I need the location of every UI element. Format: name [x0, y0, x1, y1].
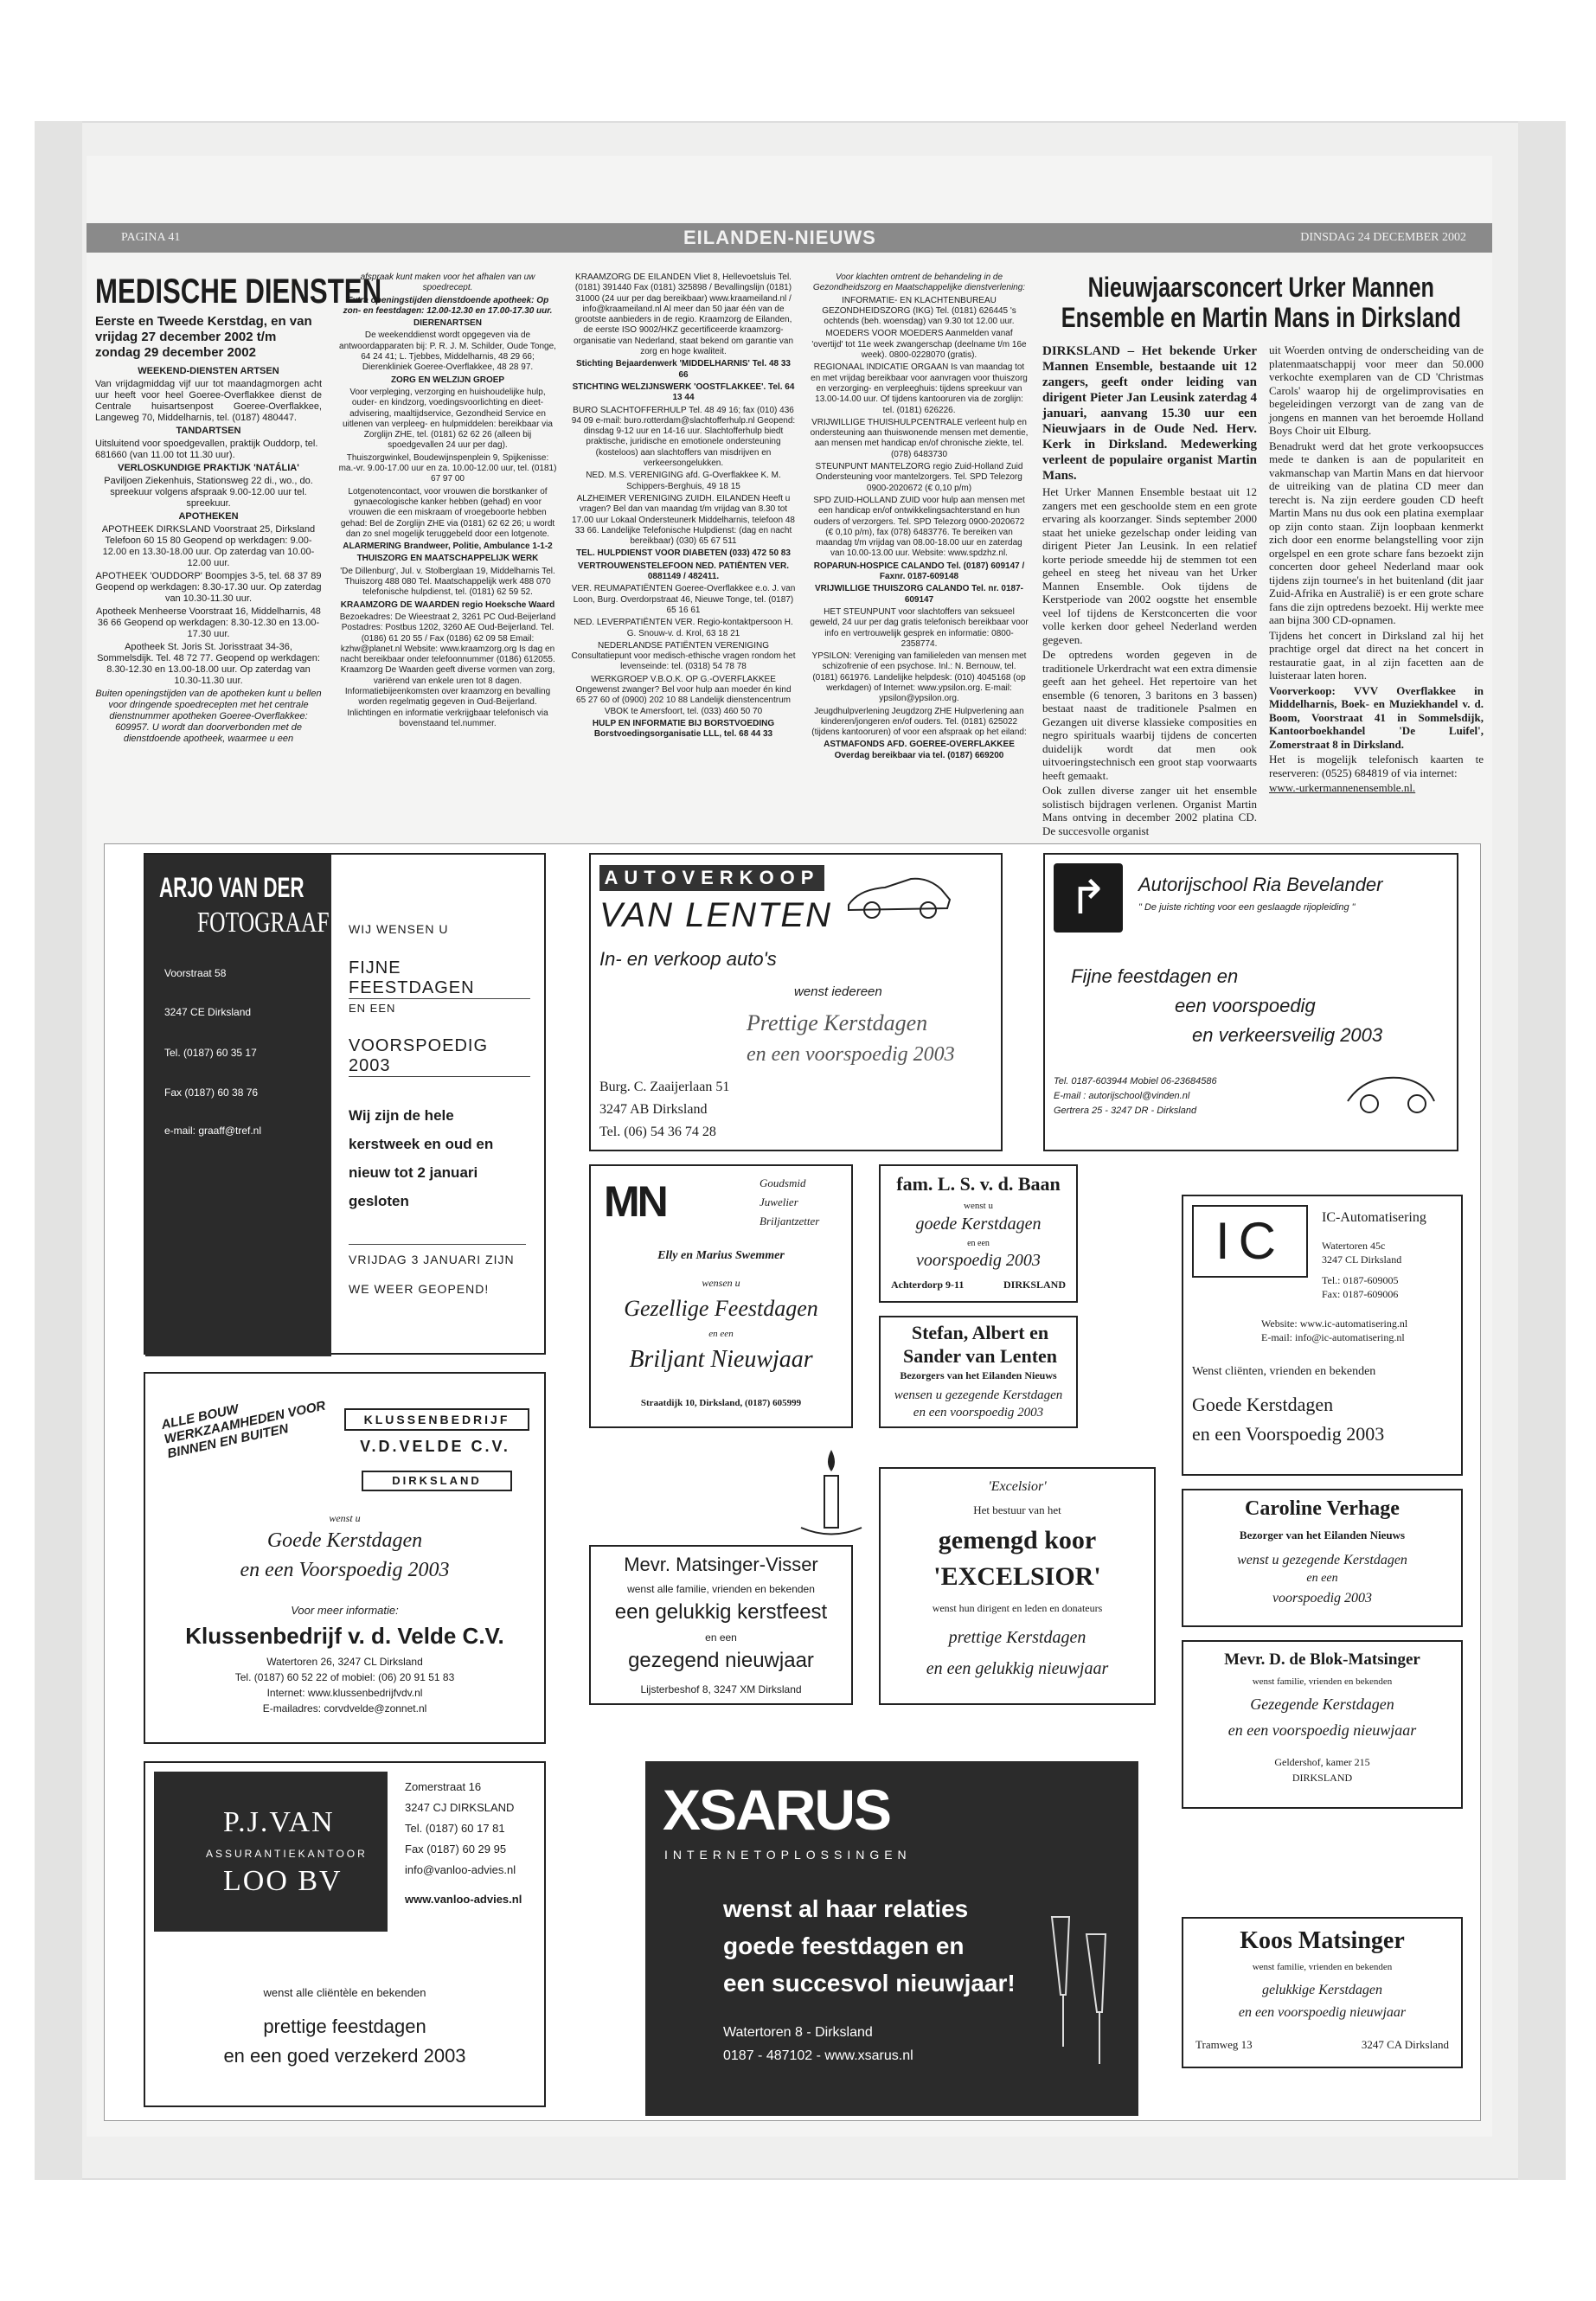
ad-juwelier	[589, 1164, 853, 1428]
paragraph: VRIJWILLIGE THUISZORG CALANDO Tel. nr. 0187-609147	[815, 584, 1023, 605]
paragraph: MOEDERS VOOR MOEDERS Aanmelden vanaf 'overtijd' tot 11e week zwangerschap (deelname t/m 16e week). 0800-0228070 (gratis).	[811, 329, 1027, 361]
van-loo-contact	[405, 1777, 522, 1910]
candle-icon	[788, 1441, 875, 1545]
email-address: e-mail: graaff@tref.nl	[164, 1125, 262, 1137]
trade-line: Goudsmid	[760, 1176, 806, 1189]
greeting-line: goede Kerstdagen	[915, 1215, 1042, 1234]
paragraph: VRIJWILLIGE THUISHULPCENTRALE verleent hulp en ondersteuning aan thuiswonende mensen met dementie, aan mensen met handicap en/of chronische ziekte, tel. (078) 6483730	[810, 417, 1029, 459]
greeting-line: een succesvol nieuwjaar!	[723, 1970, 1016, 1997]
car-icon	[1339, 1062, 1443, 1123]
address-line: 3247 CL Dirksland	[1322, 1253, 1402, 1266]
trade-line: Juwelier	[760, 1195, 798, 1208]
klussen-arch-text: ALLE BOUW WERKZAAMHEDEN VOOR BINNEN EN BUITEN	[159, 1398, 327, 1462]
address-line: Watertoren 26, 3247 CL Dirksland	[266, 1656, 423, 1668]
greeting-line: wenst familie, vrienden en bekenden	[1252, 1962, 1393, 1972]
greeting-line: wenst alle cliëntèle en bekenden	[263, 1986, 426, 1999]
greeting-line: voorspoedig 2003	[916, 1251, 1041, 1270]
phone-number: 0187 - 487102 - www.xsarus.nl	[723, 2048, 913, 2063]
website-link[interactable]: www.-urkermannenensemble.nl.	[1269, 781, 1416, 794]
greeting-line: en een gelukkig nieuwjaar	[926, 1659, 1109, 1678]
paragraph: Het is mogelijk telefonisch kaarten te reserveren: (0525) 684819 of via internet:	[1269, 753, 1484, 779]
paragraph: STICHTING WELZIJNSWERK 'OOSTFLAKKEE'. Tel. 64 13 44	[572, 381, 795, 403]
greeting-line: en een	[708, 1329, 734, 1339]
website-link[interactable]: www.vanloo-advies.nl	[405, 1893, 522, 1906]
paragraph: Stichting Bejaardenwerk 'MIDDELHARNIS' Tel. 48 33 66	[576, 359, 791, 380]
greeting-line: Gezegende Kerstdagen	[1250, 1695, 1394, 1713]
greeting-line: Prettige Kerstdagen	[747, 1010, 928, 1035]
paragraph: VER. REUMAPATIËNTEN Goeree-Overflakkee e.o. J. van Loon, Burg. Overdorpstraat 46, Nieuwe Tonge, tel. (0187) 65 16 61	[571, 584, 796, 615]
autorijschool-name: Autorijschool Ria Bevelander	[1138, 874, 1383, 895]
services-column-3	[571, 272, 796, 835]
address-line: Tramweg 13	[1195, 2038, 1253, 2051]
bezorgers-subtitle: Bezorgers van het Eilanden Nieuws	[900, 1369, 1057, 1381]
email-address: E-mail : autorijschool@vinden.nl	[1054, 1091, 1190, 1101]
greeting-line: gelukkige Kerstdagen	[1261, 1983, 1383, 1997]
paragraph: Benadrukt werd dat het grote verkoopsucces mede te danken is aan de populariteit en vakmanschap van Martin Mans en dat hiervoor de uitreiking van de platina CD meer dan terecht is. Na zijn eerdere gouden CD heeft Martin Mans nu dus ook een platina exemplaar op zijn conto staan. Zijn loopbaan kenmerkt zich door een enorme belangstelling voor zijn orgelspel en een grote schare fans bezoekt zijn concerten door geheel Nederland maar ook tijdens zijn tournee's in het buitenland (dit jaar Zuid-Afrika en Australië) is er een grote schare fans die zijn optredens bezoekt. Hij werkte mee aan bijna 300 CD-opnamen.	[1269, 439, 1484, 626]
paragraph: REGIONAAL INDICATIE ORGAAN Is van maandag tot en met vrijdag bereikbaar voor aanvragen voor thuiszorg en verzorging- en verpleeghuis: tijdens spreekuur van 13.00-14.00 uur. Of tijdens kantooruren via de zorglijn: tel. (0181) 626226.	[811, 362, 1028, 415]
section-heading: VERLOSKUNDIGE PRAKTIJK 'NATÁLIA'	[118, 463, 299, 473]
city-name: DIRKSLAND	[1003, 1279, 1066, 1291]
section-heading: KRAAMZORG DE WAARDEN regio Hoeksche Waard	[340, 599, 555, 610]
greeting-line: gezegend nieuwjaar	[628, 1649, 814, 1672]
greeting-line: wenst hun dirigent en leden en donateurs	[932, 1602, 1103, 1614]
xsarus-logo: XSARUS	[663, 1778, 891, 1842]
paragraph: STEUNPUNT MANTELZORG regio Zuid-Holland Zuid Ondersteuning voor mantelzorgers. Tel. SPD Telezorg 0900-2020672 (€ 0,10 p/m)	[815, 462, 1023, 493]
newspaper-page	[87, 156, 1492, 2137]
greeting-line: en een Voorspoedig 2003	[240, 1559, 450, 1581]
paragraph: Uitsluitend voor spoedgevallen, praktijk Ouddorp, tel. 681660 (van 11.00 tot 11.30 uur).	[95, 439, 318, 460]
greeting-line: Goede Kerstdagen	[1192, 1394, 1334, 1415]
autoverkoop-banner: AUTOVERKOOP	[599, 865, 824, 891]
paragraph: INFORMATIE- EN KLACHTENBUREAU GEZONDHEIDSZORG (IKG) Tel. (0181) 626445 's ochtends (beh. woensdag) van 9.30 tot 12.00 uur.	[822, 295, 1016, 327]
section-heading: THUISZORG EN MAATSCHAPPELIJK WERK	[356, 554, 539, 564]
paragraph: Apotheek Menheerse Voorstraat 16, Middelharnis, 48 36 66 Geopend op werkdagen: 8.30-12.30 en 13.00-17.30 uur.	[96, 606, 321, 639]
van-loo-logo-panel	[154, 1772, 388, 1932]
paragraph: Van vrijdagmiddag vijf uur tot maandagmorgen acht uur heeft voor heel Goeree-Overflakkee dienst de Centrale huisartsenpost Goeree-Overflakkee, Langeweg 70, Middelharnis, tel. (0187) 480447.	[95, 379, 322, 423]
greeting-line: en een	[967, 1239, 990, 1248]
klussen-logo: KLUSSENBEDRIJF	[344, 1408, 529, 1431]
article-headline: Nieuwjaarsconcert Urker Mannen Ensemble en Martin Mans in Dirksland	[1061, 272, 1461, 333]
city-name: 3247 CA Dirksland	[1361, 2038, 1449, 2051]
paragraph: Voor klachten omtrent de behandeling in de Gezondheidszorg en Maatschappelijke dienstverlening:	[812, 272, 1026, 293]
email-address: E-mail: info@ic-automatisering.nl	[1261, 1331, 1405, 1343]
quote-line: 'Excelsior'	[988, 1479, 1047, 1494]
article-column-right	[1269, 343, 1484, 797]
address-line: Gertrera 25 - 3247 DR - Dirksland	[1054, 1106, 1197, 1116]
address-line: Watertoren 8 - Dirksland	[723, 2025, 873, 2040]
greeting-line: een gelukkig kerstfeest	[614, 1600, 828, 1624]
paragraph: ROPARUN-HOSPICE CALANDO Tel. (0187) 609147 / Faxnr. 0187-609148	[813, 561, 1025, 582]
ad-stefan	[879, 1316, 1078, 1428]
choir-type: gemengd koor	[938, 1526, 1097, 1554]
fotograaf-message	[349, 855, 530, 1356]
paragraph: KRAAMZORG DE EILANDEN Vliet 8, Hellevoetsluis Tel. (0181) 391440 Fax (0181) 325898 / Bevallingslijn (0181) 31000 (24 uur per dag bereikbaar) www.kraameiland.nl / info@kraameiland.nl Al meer dan 50 jaar één van de grootste aanbieders in de regio. Kraamzorg de Eilanden, de eerste ISO 9002/HKZ gecertificeerde kraamzorg-organisatie van Nederland, staat bekend om garantie van zorg en hoge kwaliteit.	[573, 272, 794, 357]
paragraph: NEDERLANDSE PATIËNTEN VERENIGING Consultatiepunt voor medisch-ethische vragen rondom het levenseinde: tel. (0318) 54 78 78	[571, 640, 796, 672]
bezorgers-names: Stefan, Albert en Sander van Lenten	[902, 1322, 1058, 1367]
address-line: Burg. C. Zaaijerlaan 51	[599, 1080, 730, 1094]
paragraph: Lotgenotencontact, voor vrouwen die borstkanker of gynaecologische kanker hebben (gehad) en voor vrouwen die een miskraam of vroegeboorte hebben gehad: Bel de Zorglijn ZHE via (0181) 62 62 26; u wordt dan zo snel mogelijk teruggebeld door een lotgenote.	[340, 486, 555, 539]
car-icon	[842, 870, 954, 922]
ad-xsarus	[645, 1761, 1138, 2116]
paragraph: Bezoekadres: De Wieestraat 2, 3261 PC Oud-Beijerland Postadres: Postbus 1202, 3260 AE Oud-Beijerland. Tel. (0186) 61 20 55 / Fax (0186) 62 09 58 Email: kzhw@planet.nl Website: www.kraamzorg.org Is dag en nacht bereikbaar onder telefoonnummer (0186) 612055. Kraamzorg De Waarden geeft diverse vormen van zorg, variërend van enkele uren tot 8 dagen. Informatiebijeenkomsten over kraamzorg en bevalling worden regelmatig gegeven in Oud-Beijerland. Inlichtingen en informatie verkrijgbaar telefonisch via bovenstaand tel.nummer.	[339, 612, 556, 728]
greeting-line: wenst familie, vrienden en bekenden	[1252, 1676, 1393, 1687]
paragraph: Het Urker Mannen Ensemble bestaat uit 12 zangers met een geschoolde stem en een grote ervaring als koorzanger. Sinds september 2000 staat het unieke gezelschap onder leiding van dirigent Pieter Jan Leusink. In een relatief korte periode smeedde hij de stemmen tot een geheel en steeg het niveau van het Urker Mannen Ensemble. Ook tijdens de Kerstperiode van 2002 oogstte het ensemble veel lof tijdens de Kerstconcerten die voor volle kerken door geheel Nederland werden gegeven.	[1042, 485, 1257, 646]
services-column-2	[337, 272, 558, 835]
ad-baan	[879, 1164, 1078, 1303]
ad-excelsior	[879, 1467, 1156, 1705]
company-name: Klussenbedrijf v. d. Velde C.V.	[185, 1623, 504, 1649]
paragraph: VERTROUWENSTELEFOON NED. PATIËNTEN VER. 0881149 / 482411.	[577, 561, 790, 582]
greeting-line: en een voorspoedig nieuwjaar	[1238, 2005, 1407, 2020]
greeting-line: FIJNE FEESTDAGEN	[349, 958, 530, 999]
owner-names: Elly en Marius Swemmer	[657, 1249, 785, 1262]
family-name: fam. L. S. v. d. Baan	[896, 1173, 1061, 1195]
paragraph: SPD ZUID-HOLLAND ZUID voor hulp aan mensen met een handicap en/of ontwikkelingsachterstand en hun ouders of verzorgers. Tel. SPD Telezorg 0900-2020672 (€ 0,10 p/m), fax (078) 6483776. Te bereiken van maandag t/m vrijdag van 08.00-18.00 uur en zaterdag van 10.00-13.00 uur. Website: www.spdzhz.nl.	[813, 495, 1025, 559]
ad-koos-matsinger	[1182, 1917, 1463, 2068]
paragraph: HULP EN INFORMATIE BIJ BORSTVOEDING Borstvoedingsorganisatie LLL, tel. 68 44 33	[592, 718, 775, 740]
paragraph: ALARMERING Brandweer, Politie, Ambulance 1-1-2	[343, 542, 553, 552]
article-column-left	[1042, 343, 1257, 839]
greeting-line: en een voorspoedig 2003	[913, 1406, 1044, 1420]
greeting-line: Gezellige Feestdagen	[624, 1296, 818, 1321]
advertisement-section	[104, 843, 1481, 2121]
info-heading: Voor meer informatie:	[291, 1604, 399, 1617]
section-heading: WEEKEND-DIENSTEN ARTSEN	[138, 366, 279, 376]
section-heading: TANDARTSEN	[176, 426, 241, 436]
paragraph: uit Woerden ontving de onderscheiding van de platenmaatschappij voor meer dan 50.000 verkochte exemplaren van de CD 'Christmas Carols' waarop hij de orgelimprovisaties en begeleidingen verzorgt van de zang van de jongens en mannen van het beroemde Holland Boys Choir uit Elburg.	[1269, 343, 1484, 437]
choir-name: 'EXCELSIOR'	[933, 1562, 1101, 1591]
fotograaf-sidebar	[145, 855, 331, 1356]
page-edge-right	[1518, 121, 1566, 2180]
medical-title: MEDISCHE DIENSTEN	[95, 272, 382, 311]
juwelier-logo: MN	[604, 1177, 666, 1226]
greeting-line: Het bestuur van het	[973, 1503, 1061, 1516]
paragraph: De weekenddienst wordt opgegeven via de antwoordapparaten bij: P. R. J. M. Schilder, Oude Tonge, 64 24 41; L. Tjebbes, Middelharnis, 48 29 66; Dierenkliniek Goeree-Overflakkee, 48 28 97.	[339, 330, 556, 373]
newspaper-name: EILANDEN-NIEUWS	[683, 227, 876, 248]
medical-subtitle: Eerste en Tweede Kerstdag, en van vrijdag 27 december 2002 t/m zondag 29 december 2002	[95, 314, 312, 360]
paragraph: Tijdens het concert in Dirksland zal hij het prachtige orgel dat direct na het concert in restauratie gaat, in al zijn facetten aan de luisteraar laten horen.	[1269, 628, 1484, 682]
address-line: Zomerstraat 16	[405, 1780, 482, 1793]
greeting-line: wenst u	[964, 1201, 993, 1211]
paragraph: NED. M.S. VERENIGING afd. G-Overflakkee K. M. Schippers-Berghuis, 49 18 15	[586, 471, 781, 491]
klussen-logo-place: DIRKSLAND	[362, 1471, 512, 1491]
autorijschool-slogan: " De juiste richting voor een geslaagde rijopleiding "	[1138, 902, 1356, 913]
greeting-line: VOORSPOEDIG 2003	[349, 1036, 530, 1077]
paragraph: Thuiszorgwinkel, Boudewijnspenplein 9, Spijkenisse: ma.-vr. 9.00-17.00 uur en za. 10.00-12.00 uur, tel. (0181) 67 97 00	[338, 452, 557, 484]
website-link[interactable]: Website: www.ic-automatisering.nl	[1261, 1317, 1408, 1330]
person-name: Mevr. D. de Blok-Matsinger	[1224, 1650, 1420, 1669]
address-line: Watertoren 45c	[1322, 1240, 1386, 1252]
ic-logo: IC	[1192, 1205, 1308, 1278]
fotograaf-logo: ARJO VAN DER	[159, 872, 304, 903]
company-name: IC-Automatisering	[1322, 1210, 1426, 1225]
address-line: Straatdijk 10, Dirksland, (0187) 605999	[640, 1398, 802, 1408]
xsarus-tagline: INTERNETOPLOSSINGEN	[664, 1848, 912, 1862]
klussen-logo-name: V.D.VELDE C.V.	[360, 1438, 510, 1455]
city-name: DIRKSLAND	[1292, 1772, 1353, 1784]
paragraph: Buiten openingstijden van de apotheken kunt u bellen voor dringende spoedrecepten met het centrale dienstnummer apotheken Goeree-Overflakkee: 609957. U wordt dan doorverbonden met de dienstdoende apotheek, waarmee u een	[95, 689, 322, 744]
paragraph: WERKGROEP V.B.O.K. OP G.-OVERFLAKKEE Ongewenst zwanger? Bel voor hulp aan moeder én kind 65 27 60 of (0900) 202 10 88 Landelijk dienstencentrum VBOK te Amersfoort, tel. (033) 460 50 70	[575, 674, 792, 716]
services-column-4	[809, 272, 1029, 835]
ad-autoverkoop	[589, 853, 1003, 1151]
paragraph: Extra openingstijden dienstdoende apotheek: Op zon- en feestdagen: 12.00-12.30 en 17.00-17.30 uur.	[343, 295, 553, 316]
turn-right-icon: ↱	[1054, 863, 1123, 933]
address-line: Lijsterbeshof 8, 3247 XM Dirksland	[640, 1683, 802, 1695]
paragraph: Voor verpleging, verzorging en huishoudelijke hulp, ouder- en kindzorg, voedingsvoorlichting en dieet-advisering, maaltijdservice, Gezondheid Service en uitlenen van verpleeg- en hulpmiddelen: bereikbaar via Zorglijn ZHE, tel. (0181) 62 62 26 (alleen bij spoedgevallen 24 uur per dag).	[343, 387, 553, 451]
page-edge-left	[35, 121, 82, 2180]
paragraph: Paviljoen Ziekenhuis, Stationsweg 22 di., wo., do. spreekuur volgens afspraak 9.00-12.00 uur tel. spreekuur.	[104, 476, 313, 509]
ad-blok-matsinger	[1182, 1640, 1463, 1809]
greeting-line: wensen u	[702, 1277, 740, 1289]
person-name: Caroline Verhage	[1245, 1497, 1400, 1520]
medical-services-column	[95, 272, 382, 835]
greeting-line: prettige Kerstdagen	[948, 1628, 1086, 1647]
greeting-line: wenst u gezegende Kerstdagen	[1237, 1553, 1407, 1567]
ad-van-loo	[144, 1761, 546, 2107]
greeting-line: wenst iedereen	[794, 984, 882, 999]
paragraph: ASTMAFONDS AFD. GOEREE-OVERFLAKKEE Overdag bereikbaar via tel. (0187) 669200	[824, 740, 1015, 760]
van-loo-logo-name: LOO BV	[223, 1865, 343, 1897]
address-line: 3247 AB Dirksland	[599, 1102, 708, 1117]
reopening-notice: VRIJDAG 3 JANUARI ZIJN WE WEER GEOPEND!	[349, 1244, 526, 1304]
greeting-line: Wenst cliënten, vrienden en bekenden	[1192, 1365, 1376, 1378]
paragraph: BURO SLACHTOFFERHULP Tel. 48 49 16; fax (010) 436 94 09 e-mail: buro.rotterdam@slachtofferhulp.nl Geopend: dinsdag 9-12 uur en 14-16 uur. Slachtofferhulp biedt praktische, juridische en emotionele ondersteuning (kosteloos) aan slachtoffers van misdrijven en verkeersongelukken.	[571, 405, 796, 469]
closing-notice: Wij zijn de hele kerstweek en oud en nieuw tot 2 januari gesloten	[349, 1107, 494, 1209]
paragraph: Apotheek St. Joris St. Jorisstraat 34-36, Sommelsdijk. Tel. 48 72 77. Geopend op werkdagen: 8.30-12.30 en 13.00-18.00 uur. Op zaterdag van 10.30-11.30 uur.	[97, 642, 320, 686]
greeting-line: prettige feestdagen	[263, 2016, 426, 2037]
greeting-line: en een	[1306, 1572, 1338, 1585]
autoverkoop-tagline: In- en verkoop auto's	[599, 948, 777, 970]
person-name: Mevr. Matsinger-Visser	[624, 1554, 818, 1575]
paragraph: ALZHEIMER VERENIGING ZUIDH. EILANDEN Heeft u vragen? Bel dan van maandag t/m vrijdag van 8.30 tot 17.00 uur Lokaal Ondersteunerk Middelharnis, telefoon 48 33 66. Landelijke Telefonische Hulpdienst: (dag en nacht bereikbaar) (030) 65 67 511	[572, 493, 795, 547]
greeting-line: en verkeersveilig 2003	[1192, 1024, 1383, 1046]
phone-number: Tel. (0187) 60 17 81	[405, 1822, 505, 1835]
greeting-line: wenst u	[329, 1512, 361, 1524]
champagne-glasses-icon	[1035, 1865, 1130, 2081]
paragraph: HET STEUNPUNT voor slachtoffers van seksueel geweld, 24 uur per dag gratis telefonisch bereikbaar voor info en vertrouwelijk gesprek en informatie: 0800-2358774.	[810, 606, 1029, 649]
paragraph: Jeugdhulpverlening Jeugdzorg ZHE Hulpverlening aan kinderen/jongeren en/of ouders. Tel. (0181) 625022 (tijdens kantooruren) of voor een afspraak op het eiland:	[811, 706, 1027, 738]
greeting-line: en een	[705, 1631, 737, 1644]
van-loo-logo: P.J.VAN	[223, 1806, 335, 1838]
paragraph: APOTHEEK DIRKSLAND Voorstraat 25, Dirksland Telefoon 60 15 80 Geopend op werkdagen: 9.00-12.00 en 13.30-18.00 uur. Op zaterdag van 10.00-12.00 uur.	[101, 524, 316, 568]
greeting-line: en een Voorspoedig 2003	[1192, 1423, 1385, 1445]
fax-number: Fax: 0187-609006	[1322, 1288, 1399, 1300]
fotograaf-logo-text: FOTOGRAAF	[197, 907, 330, 939]
phone-number: Tel.: 0187-609005	[1322, 1274, 1399, 1286]
greeting-line: Briljant Nieuwjaar	[629, 1346, 813, 1373]
paragraph: De optredens worden gegeven in de traditionele Urkerdracht wat een extra dimensie geeft aan het geheel. Het repertoire van het ensemble (6 tenoren, 3 baritons en 3 bassen) bestaat naast de traditionele Psalmen en Gezangen uit diverse klassieke composities en negro spirituals waarbij tijdens de concerten duidelijk wordt dat men ook uitvoeringstechnisch een groot stap voorwaarts heeft gemaakt.	[1042, 648, 1257, 782]
fax-number: Fax (0187) 60 38 76	[164, 1086, 259, 1099]
paragraph: YPSILON: Vereniging van familieleden van mensen met schizofrenie of een psychose. Inl.: N. Bernouw, tel. (0181) 661976. Landelijke helpdesk: (010) 4045168 (op werkdagen) of Internet: www.ypsilon.org. E-mail: ypsilon@ypsilon.org.	[811, 651, 1027, 704]
page-header-bar	[87, 223, 1492, 253]
address-line: Geldershof, kamer 215	[1274, 1756, 1370, 1768]
ad-caroline	[1182, 1489, 1463, 1627]
greeting-line: wenst al haar relaties	[723, 1895, 969, 1922]
greeting-line: Fijne feestdagen en	[1071, 965, 1239, 987]
address-line: 3247 CE Dirksland	[164, 1006, 252, 1018]
fax-number: Fax (0187) 60 29 95	[405, 1843, 507, 1856]
section-heading: APOTHEKEN	[178, 511, 239, 522]
email-address: info@vanloo-advies.nl	[405, 1863, 516, 1876]
ad-fotograaf	[144, 853, 546, 1355]
van-loo-subtitle: ASSURANTIEKANTOOR	[206, 1848, 368, 1860]
trade-line: Briljantzetter	[760, 1215, 820, 1227]
paragraph: 'De Dillenburg', Jul. v. Stolberglaan 19, Middelharnis Tel. Thuiszorg 488 080 Tel. Maatschappelijk werk 488 070 telefonische hulpdienst, tel. (0181) 62 59 52.	[340, 566, 555, 598]
ad-ic-automatisering	[1182, 1195, 1463, 1476]
email-address: E-mailadres: corvdvelde@zonnet.nl	[262, 1702, 427, 1715]
paragraph: NED. LEVERPATIËNTEN VER. Regio-kontaktpersoon H. G. Snouw-v. d. Krol, 63 18 21	[574, 618, 793, 638]
phone-number: Tel. (0187) 60 52 22 of mobiel: (06) 20 91 51 83	[234, 1671, 455, 1683]
greeting-line: Goede Kerstdagen	[266, 1529, 423, 1552]
page-number: PAGINA 41	[121, 231, 181, 244]
address-line: 3247 CJ DIRKSLAND	[405, 1801, 515, 1814]
greeting-line: wenst alle familie, vrienden en bekenden	[627, 1583, 815, 1595]
autoverkoop-logo: VAN LENTEN	[599, 896, 832, 934]
greeting-line: voorspoedig 2003	[1272, 1591, 1373, 1606]
bezorger-subtitle: Bezorger van het Eilanden Nieuws	[1239, 1529, 1406, 1541]
address-line: Voorstraat 58	[164, 967, 227, 979]
concert-article	[1042, 272, 1484, 835]
issue-date: DINSDAG 24 DECEMBER 2002	[1300, 231, 1466, 244]
paragraph: Ook zullen diverse zanger uit het ensemble solistisch bijdragen verlenen. Organist Martin Mans ontving in december 2002 platina CD. De succesvolle organist	[1042, 784, 1257, 837]
article-lead: DIRKSLAND – Het bekende Urker Mannen Ensemble, bestaande uit 12 zangers, geeft onder leiding van dirigent Pieter Jan Leusink zaterdag 4 januari, aanvang 15.30 uur een Nieuwjaars in de Oude Ned. Herv. Kerk in Dirksland. Medewerking verleent de populaire organist Martin Mans.	[1042, 344, 1257, 483]
greeting-line: wensen u gezegende Kerstdagen	[894, 1388, 1063, 1402]
paragraph: TEL. HULPDIENST VOOR DIABETEN (033) 472 50 83	[576, 548, 791, 559]
phone-number: Tel. (0187) 60 35 17	[164, 1047, 257, 1059]
ad-matsinger-visser	[589, 1545, 853, 1705]
phone-number: Tel. 0187-603944 Mobiel 06-23684586	[1054, 1076, 1217, 1086]
greeting-line: EN EEN	[349, 1002, 396, 1015]
phone-number: Tel. (06) 54 36 74 28	[599, 1125, 716, 1139]
section-heading: ZORG EN WELZIJN GROEP	[390, 375, 505, 385]
greeting-line: WIJ WENSEN U	[349, 922, 449, 936]
greeting-line: en een goed verzekerd 2003	[223, 2045, 466, 2067]
address-line: Achterdorp 9-11	[891, 1279, 965, 1291]
paragraph: Voorverkoop: VVV Overflakkee in Middelharnis, Boek- en Muziekhandel v. d. Boom, Voorstraat 41 in Sommelsdijk, Kantoorboekhandel 'De Luifel', Zomerstraat 8 in Dirksland.	[1269, 683, 1484, 751]
ad-klussenbedrijf	[144, 1372, 546, 1744]
greeting-line: goede feestdagen en	[723, 1932, 965, 1959]
paragraph: APOTHEEK 'OUDDORP' Boompjes 3-5, tel. 68 37 89 Geopend op werkdagen: 8.30-17.30 uur. Op zaterdag van 10.30-11.30 uur.	[95, 571, 322, 604]
website-link[interactable]: Internet: www.klussenbedrijfvdv.nl	[266, 1687, 423, 1699]
greeting-line: en een voorspoedig nieuwjaar	[1227, 1721, 1417, 1739]
section-heading: DIERENARTSEN	[413, 318, 482, 329]
ad-autorijschool	[1043, 853, 1458, 1151]
greeting-line: een voorspoedig	[1175, 995, 1316, 1016]
greeting-line: en een voorspoedig 2003	[747, 1043, 955, 1066]
person-name: Koos Matsinger	[1240, 1927, 1405, 1954]
paragraph: afspraak kunt maken voor het afhalen van uw spoedrecept.	[360, 272, 535, 293]
